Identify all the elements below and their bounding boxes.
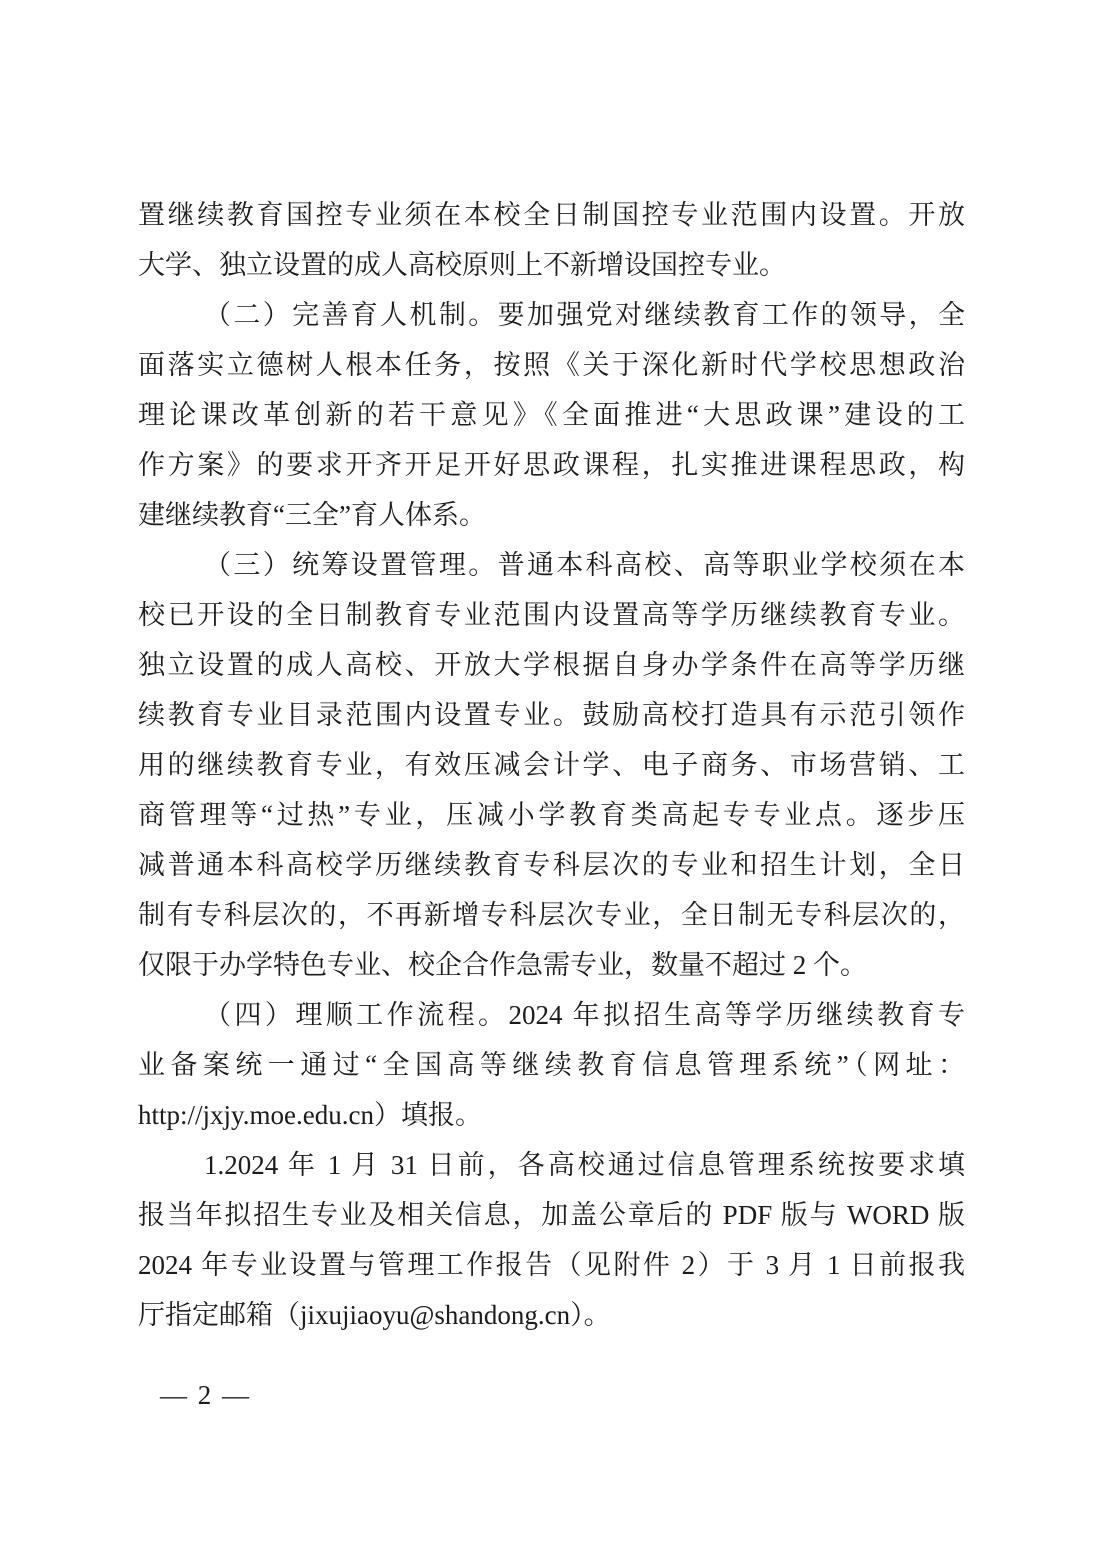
text-line: 理论课改革创新的若干意见》《全面推进“大思政课”建设的工 [138,400,965,430]
paragraph [138,190,965,290]
text-line: 厅指定邮箱（jixujiaoyu@shandong.cn）。 [138,1300,611,1330]
document-body [138,190,965,1340]
paragraph [138,540,965,990]
text-line: 作方案》的要求开齐开足开好思政课程，扎实推进课程思政，构 [138,450,965,480]
text-line: 建继续教育“三全”育人体系。 [138,500,486,530]
page-number: — 2 — [160,1380,251,1410]
paragraph [138,1140,965,1340]
text-line: 业备案统一通过“全国高等继续教育信息管理系统”（网址： [138,1050,965,1080]
text-line: （四）理顺工作流程。2024 年拟招生高等学历继续教育专 [204,1000,965,1030]
text-line: 制有专科层次的，不再新增专科层次专业，全日制无专科层次的， [138,900,965,930]
text-line: 置继续教育国控专业须在本校全日制国控专业范围内设置。开放 [138,200,965,230]
text-line: 大学、独立设置的成人高校原则上不新增设国控专业。 [138,250,786,280]
text-line: 报当年拟招生专业及相关信息，加盖公章后的 PDF 版与 WORD 版 [138,1200,965,1230]
text-line: （三）统筹设置管理。普通本科高校、高等职业学校须在本 [204,550,965,580]
paragraph [138,990,965,1140]
text-line: 仅限于办学特色专业、校企合作急需专业，数量不超过 2 个。 [138,950,867,980]
text-line: http://jxjy.moe.edu.cn）填报。 [138,1100,482,1130]
text-line: 独立设置的成人高校、开放大学根据自身办学条件在高等学历继 [138,650,965,680]
text-line: 用的继续教育专业，有效压减会计学、电子商务、市场营销、工 [138,750,965,780]
text-line: 面落实立德树人根本任务，按照《关于深化新时代学校思想政治 [138,350,965,380]
text-line: 商管理等“过热”专业，压减小学教育类高起专专业点。逐步压 [138,800,965,830]
text-line: 1.2024 年 1 月 31 日前，各高校通过信息管理系统按要求填 [204,1150,965,1180]
text-line: 校已开设的全日制教育专业范围内设置高等学历继续教育专业。 [138,600,965,630]
text-line: 2024 年专业设置与管理工作报告（见附件 2）于 3 月 1 日前报我 [138,1250,965,1280]
text-line: （二）完善育人机制。要加强党对继续教育工作的领导，全 [204,300,965,330]
text-line: 续教育专业目录范围内设置专业。鼓励高校打造具有示范引领作 [138,700,965,730]
paragraph [138,290,965,540]
text-line: 减普通本科高校学历继续教育专科层次的专业和招生计划，全日 [138,850,965,880]
